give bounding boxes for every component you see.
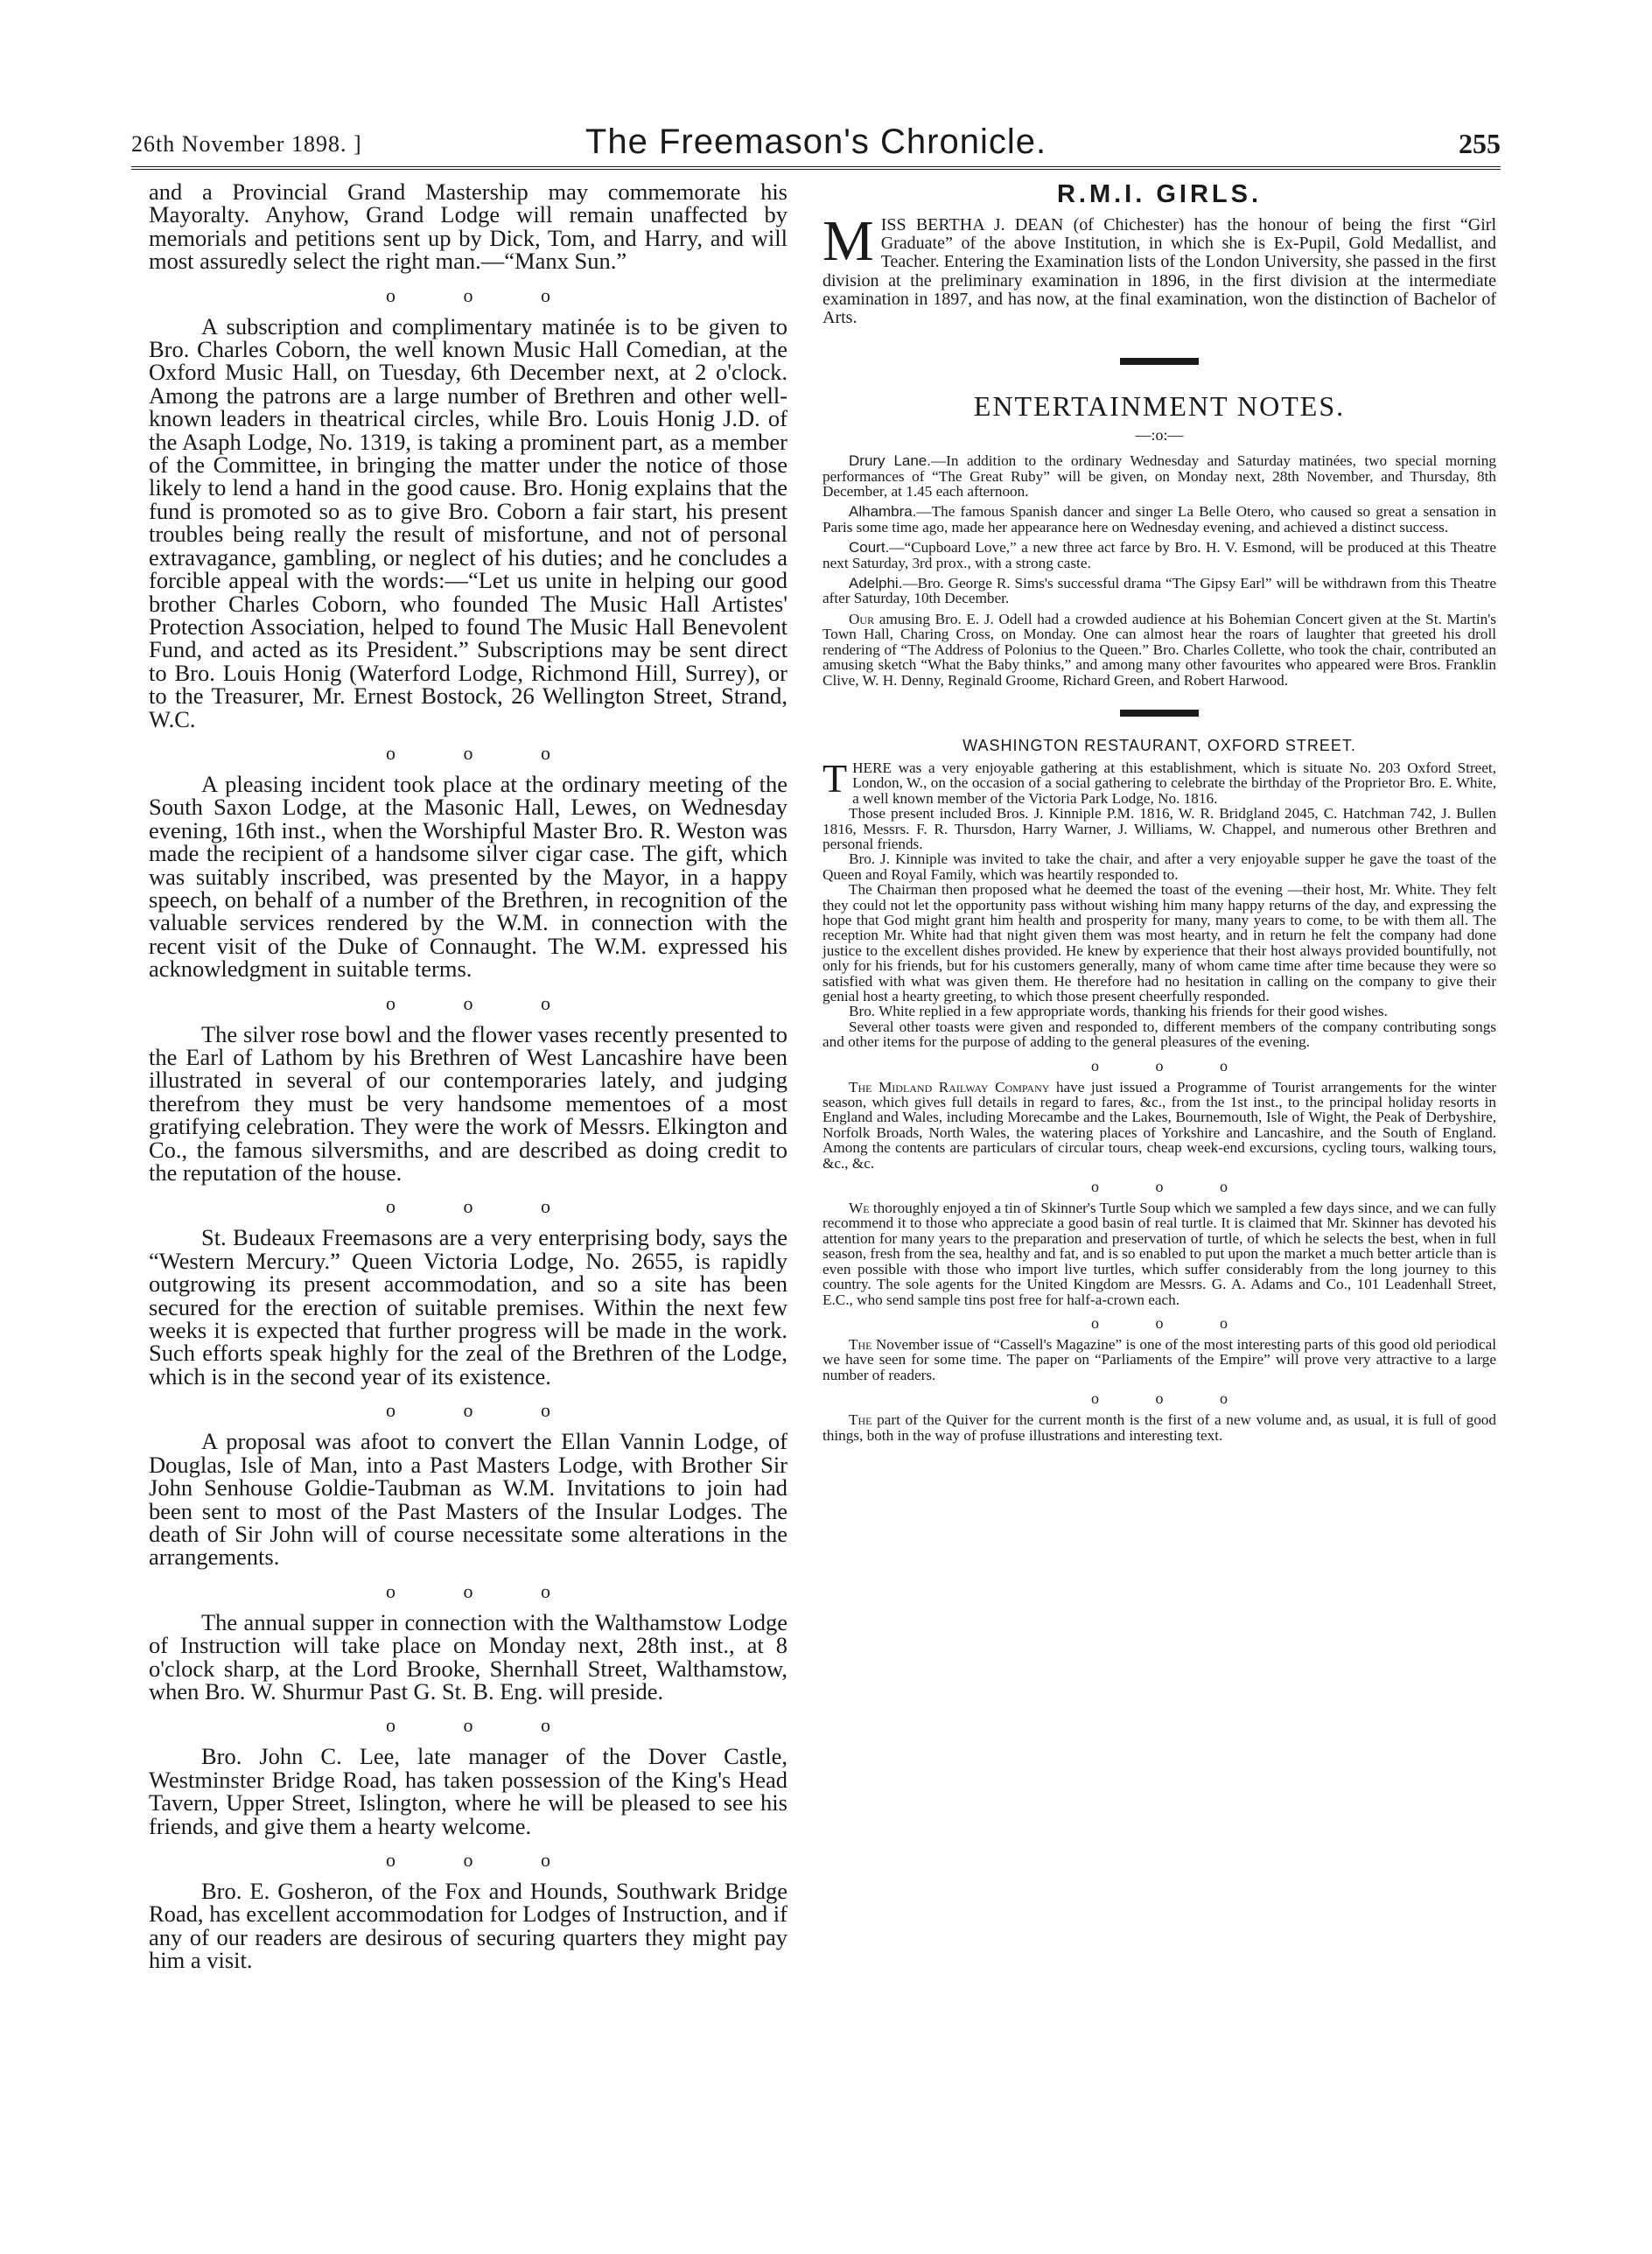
heading-ornament: —:o:—	[1135, 426, 1184, 444]
section-separator: o o o	[1091, 1178, 1254, 1196]
rmi-girls-paragraph	[822, 209, 1496, 328]
publication-title: The Freemason's Chronicle.	[584, 122, 1047, 161]
washington-paragraph: Bro. White replied in a few appropriate words, thanking his friends for their good wishes.	[849, 1003, 1388, 1020]
section-separator: o o o	[1091, 1390, 1254, 1408]
article-paragraph: The silver rose bowl and the flower vases recently presented to the Earl of Lathom by his Brethren of West Lancashire have been illustrated in several of our contemporaries lately, and judging therefrom they must be very handsome mementoes of a most gratifying celebration. They were the work of Messrs. Elkington and Co., the famous silversmiths, and are described as doing credit to the reputation of the house.	[149, 1020, 788, 1186]
notice-drury-lane: Drury Lane.—In addition to the ordinary Wednesday and Saturday matinées, two special morning performances of “The Great Ruby” will be given, on Monday next, 28th November, and Thursday, 8th December, at 1.45 each afternoon.	[822, 452, 1496, 500]
article-paragraph: and a Provincial Grand Mastership may commemorate his Mayoralty. Anyhow, Grand Lodge will remain unaffected by memorials and petitions sent up by Dick, Tom, and Harry, and will most assuredly select the right man.—“Manx Sun.”	[149, 178, 788, 275]
header-rule	[131, 166, 1501, 170]
section-rule	[822, 354, 1496, 369]
issue-date: 26th November 1898. ]	[131, 131, 362, 157]
notice-court: Court.—“Cupboard Love,” a new three act farce by Bro. H. V. Esmond, will be produced at this Theatre next Saturday, 3rd prox., with a strong caste.	[822, 539, 1496, 571]
page-header	[131, 122, 1501, 166]
notice-cassells-magazine: The November issue of “Cassell's Magazine” is one of the most interesting parts of this good old periodical we have seen for some time. The paper on “Parliaments of the Empire” will prove very attractive to a large number of readers.	[822, 1335, 1496, 1383]
washington-restaurant-heading: WASHINGTON RESTAURANT, OXFORD STREET.	[962, 736, 1356, 754]
notice-odell: Our amusing Bro. E. J. Odell had a crowded audience at his Bohemian Concert given at the St. Martin's Town Hall, Charing Cross, on Monday. One can almost hear the roars of laughter that greeted his droll rendering of “The Address of Polonius to the Queen.” Bro. Charles Collette, who took the chair, contributed an amusing sketch “What the Baby thinks,” and among many other favourites who appeared were Bros. Franklin Clive, W. H. Denny, Reginald Groome, Richard Green, and Robert Harwood.	[822, 610, 1496, 689]
theatre-label: Drury Lane.	[849, 452, 931, 470]
washington-paragraph: Bro. J. Kinniple was invited to take the chair, and after a very enjoyable supper he gave the toast of the Queen and Royal Family, which was heartily responded to.	[822, 850, 1496, 883]
section-separator: o o o	[386, 1195, 582, 1218]
notice-alhambra: Alhambra.—The famous Spanish dancer and singer La Belle Otero, who caused so great a sensation in Paris some time ago, made her appearance here on Wednesday evening, and achieved a distinct success.	[822, 503, 1496, 536]
section-separator: o o o	[386, 284, 582, 306]
section-separator: o o o	[386, 1399, 582, 1422]
section-separator: o o o	[386, 1579, 582, 1602]
washington-paragraph: Several other toasts were given and responded to, different members of the company contributing songs and other items for the purpose of adding to the general pleasures of the evening.	[822, 1018, 1496, 1051]
theatre-label: Adelphi.	[849, 575, 903, 592]
lead-word: The	[849, 1411, 872, 1429]
rmi-girls-heading: R.M.I. GIRLS.	[1056, 180, 1263, 208]
washington-paragraph: Those present included Bros. J. Kinniple P.M. 1816, W. R. Bridgland 2045, C. Hatchman 742, J. Bullen 1816, Messrs. F. R. Thursdon, Harry Warner, J. Williams, W. Chappel, and numerous other Brethren and personal friends.	[822, 805, 1496, 852]
washington-paragraph: THERE was a very enjoyable gathering at this establishment, which is situate No. 203 Oxford Street, London, W., on the occasion of a social gathering to celebrate the birthday of the Proprietor Bro. E. White, a well known member of the Victoria Park Lodge, No. 1816.	[822, 755, 1496, 807]
section-separator: o o o	[386, 1714, 582, 1737]
drop-cap: M	[822, 209, 874, 273]
lead-word: Our	[849, 610, 875, 627]
article-paragraph: St. Budeaux Freemasons are a very enterprising body, says the “Western Mercury.” Queen Victoria Lodge, No. 2655, is rapidly outgrowing its present accommodation, and so a site has been secured for the erection of suitable premises. Within the next few weeks it is expected that further progress will be made in the work. Such efforts speak highly for the zeal of the Brethren of the Lodge, which is in the second year of its existence.	[149, 1224, 788, 1390]
section-separator: o o o	[386, 1848, 582, 1871]
lead-word: The	[849, 1335, 872, 1353]
section-separator: o o o	[386, 991, 582, 1014]
notice-adelphi: Adelphi.—Bro. George R. Sims's successful drama “The Gipsy Earl” will be withdrawn from this Theatre after Saturday, 10th December.	[822, 575, 1496, 607]
drop-cap: T	[822, 755, 848, 801]
theatre-label: Court.	[849, 539, 890, 556]
lead-word: We	[849, 1200, 870, 1217]
right-column	[822, 180, 1496, 1443]
rmi-girls-text: ISS BERTHA J. DEAN (of Chichester) has the honour of being the first “Girl Graduate” of the above Institution, in which she is Ex-Pupil, Gold Medallist, and Teacher. Entering the Examination lists of the London University, she passed in the first division at the preliminary examination in 1896, in the first division at the intermediate examination in 1897, and has now, at the final examination, won the distinction of Bachelor of Arts.	[822, 215, 1496, 328]
article-paragraph: A subscription and complimentary matinée is to be given to Bro. Charles Coborn, the well known Music Hall Comedian, at the Oxford Music Hall, on Tuesday, 6th December next, at 2 o'clock. Among the patrons are a large number of Brethren and other well-known leaders in theatrical circles, while Bro. Louis Honig J.D. of the Asaph Lodge, No. 1319, is taking a prominent part, as a member of the Committee, in bringing the matter under the notice of those likely to lend a hand in the good cause. Bro. Honig explains that the fund is promoted so as to give Bro. Coborn a fair start, his present troubles being really the result of misfortune, and not of personal extravagance, gambling, or neglect of his duties; and he concludes a forcible appeal with the words:—“Let us unite in helping our good brother Charles Coborn, who founded The Music Hall Artistes' Protection Association, helped to found The Music Hall Benevolent Fund, and acted as its President.” Subscriptions may be sent direct to Bro. Louis Honig (Waterford Lodge, Richmond Hill, Surrey), or to the Treasurer, Mr. Ernest Bostock, 26 Wellington Street, Strand, W.C.	[149, 312, 788, 732]
article-paragraph: The annual supper in connection with the Walthamstow Lodge of Instruction will take place on Monday next, 28th inst., at 8 o'clock sharp, at the Lord Brooke, Shernhall Street, Walthamstow, when Bro. W. Shurmur Past G. St. B. Eng. will preside.	[149, 1608, 788, 1704]
left-column	[149, 180, 788, 1972]
section-separator: o o o	[1091, 1313, 1254, 1332]
notice-turtle-soup: We thoroughly enjoyed a tin of Skinner's Turtle Soup which we sampled a few days since, and we can fully recommend it to those who appreciate a good basin of real turtle. It is claimed that Mr. Skinner has devoted his attention for many years to the preparation and preservation of turtle, of which he selects the best, when in full season, fresh from the sea, healthy and fat, and is so enabled to put upon the market a much better article than is even possible with those who import live turtles, which suffer considerably from the long journey to this country. The sole agents for the United Kingdom are Messrs. G. A. Adams and Co., 101 Leadenhall Street, E.C., who send sample tins post free for half-a-crown each.	[822, 1200, 1496, 1308]
theatre-label: Alhambra.	[849, 503, 917, 521]
article-paragraph: A proposal was afoot to convert the Ellan Vannin Lodge, of Douglas, Isle of Man, into a Past Masters Lodge, with Brother Sir John Senhouse Goldie-Taubman as W.M. Invitations to join had been sent to most of the Past Masters of the Insular Lodges. The death of Sir John will of course necessitate some alterations in the arrangements.	[149, 1428, 788, 1571]
article-paragraph: Bro. John C. Lee, late manager of the Dover Castle, Westminster Bridge Road, has taken possession of the King's Head Tavern, Upper Street, Islington, where he will be pleased to see his friends, and give them a hearty welcome.	[149, 1743, 788, 1839]
notice-midland-railway: The Midland Railway Company have just issued a Programme of Tourist arrangements for the winter season, which gives full details in regard to fares, &c., from the 1st inst., to the principal holiday resorts in England and Wales, including Morecambe and the Lakes, Bournemouth, Isle of Wight, the Peak of Derbyshire, Norfolk Broads, North Wales, the watering places of Yorkshire and Lancashire, and the South of England. Among the contents are particulars of circular tours, cheap week-end excursions, cycling tours, walking tours, &c., &c.	[822, 1078, 1496, 1172]
article-paragraph: Bro. E. Gosheron, of the Fox and Hounds, Southwark Bridge Road, has excellent accommodation for Lodges of Instruction, and if any of our readers are desirous of securing quarters they might pay him a visit.	[149, 1877, 788, 1974]
section-separator: o o o	[386, 741, 582, 764]
article-paragraph: A pleasing incident took place at the ordinary meeting of the South Saxon Lodge, at the Masonic Hall, Lewes, on Wednesday evening, 16th inst., when the Worshipful Master Bro. R. Weston was made the recipient of a handsome silver cigar case. The gift, which was suitably inscribed, was presented by the Mayor, in a happy speech, on behalf of a number of the Brethren, in recognition of the valuable services rendered by the W.M. in connection with the recent visit of the Duke of Connaught. The W.M. expressed his acknowledgment in suitable terms.	[149, 770, 788, 983]
lead-word: The Midland Railway Company	[849, 1078, 1050, 1096]
section-separator: o o o	[1091, 1056, 1254, 1074]
washington-paragraph: The Chairman then proposed what he deemed the toast of the evening —their host, Mr. White. They felt they could not let the opportunity pass without wishing him many happy returns of the day, and expressing the hope that God might grant him health and prosperity for many, many years to come, to be with them all. The reception Mr. White had that night given them was most hearty, and in return he felt the company had done justice to the excellent dishes provided. He knew by experience that their host always provided bountifully, not only for his friends, but for his customers generally, many of whom came time after time because they were so satisfied with what was given them. He therefore had no hesitation in calling on the company to give their genial host a hearty greeting, to which those present cheerfully responded.	[822, 881, 1496, 1004]
page-number: 255	[1459, 128, 1501, 159]
entertainment-notes-heading: ENTERTAINMENT NOTES.	[973, 390, 1346, 423]
notice-quiver: The part of the Quiver for the current month is the first of a new volume and, as usual, it is full of good things, both in the way of profuse illustrations and interesting text.	[822, 1411, 1496, 1444]
section-rule	[822, 705, 1496, 721]
